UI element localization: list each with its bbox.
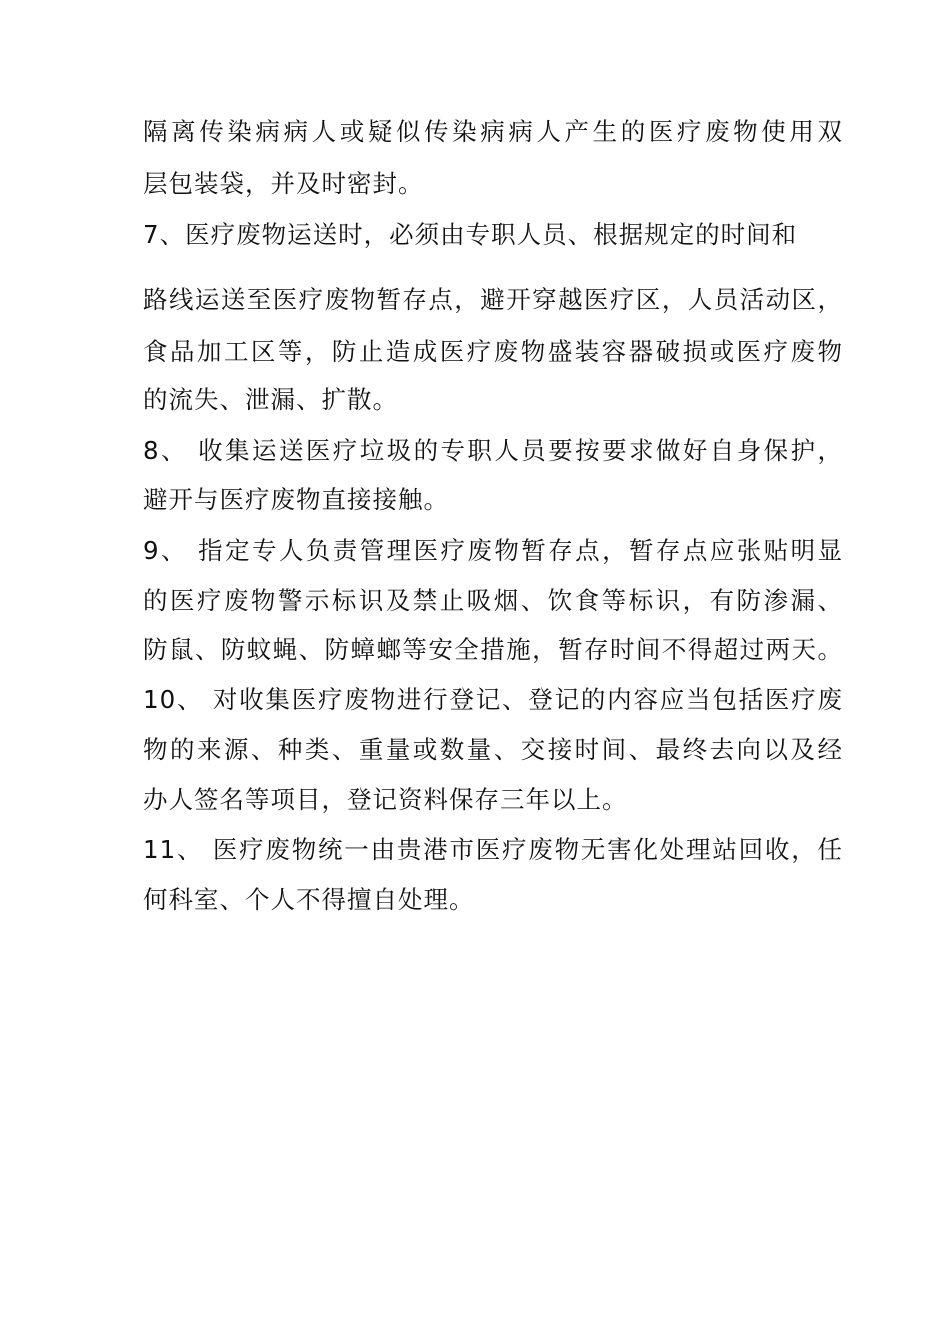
item-7-line: 7、医疗废物运送时，必须由专职人员、根据规定的时间和 xyxy=(143,220,798,249)
text-line: 的流失、泄漏、扩散。 xyxy=(143,385,398,414)
text-line: 何科室、个人不得擅自处理。 xyxy=(143,885,475,914)
text-line: 物的来源、种类、重量或数量、交接时间、最终去向以及经 xyxy=(143,735,843,764)
item-10-line: 10、 对收集医疗废物进行登记、登记的内容应当包括医疗废 xyxy=(143,685,843,714)
text-line: 办人签名等项目，登记资料保存三年以上。 xyxy=(143,785,628,814)
item-8-line: 8、 收集运送医疗垃圾的专职人员要按要求做好自身保护， xyxy=(143,436,843,465)
text-line: 食品加工区等，防止造成医疗废物盛装容器破损或医疗废物 xyxy=(143,337,843,366)
text-line: 路线运送至医疗废物暂存点，避开穿越医疗区，人员活动区， xyxy=(143,285,843,314)
text-line: 隔离传染病病人或疑似传染病病人产生的医疗废物使用双 xyxy=(143,117,843,146)
item-11-line: 11、 医疗废物统一由贵港市医疗废物无害化处理站回收，任 xyxy=(143,835,843,864)
item-9-line: 9、 指定专人负责管理医疗废物暂存点，暂存点应张贴明显 xyxy=(143,536,843,565)
text-line: 层包装袋，并及时密封。 xyxy=(143,169,424,198)
text-line: 的医疗废物警示标识及禁止吸烟、饮食等标识，有防渗漏、 xyxy=(143,586,843,615)
text-line: 避开与医疗废物直接接触。 xyxy=(143,485,449,514)
text-line: 防鼠、防蚊蝇、防蟑螂等安全措施，暂存时间不得超过两天。 xyxy=(143,635,843,664)
